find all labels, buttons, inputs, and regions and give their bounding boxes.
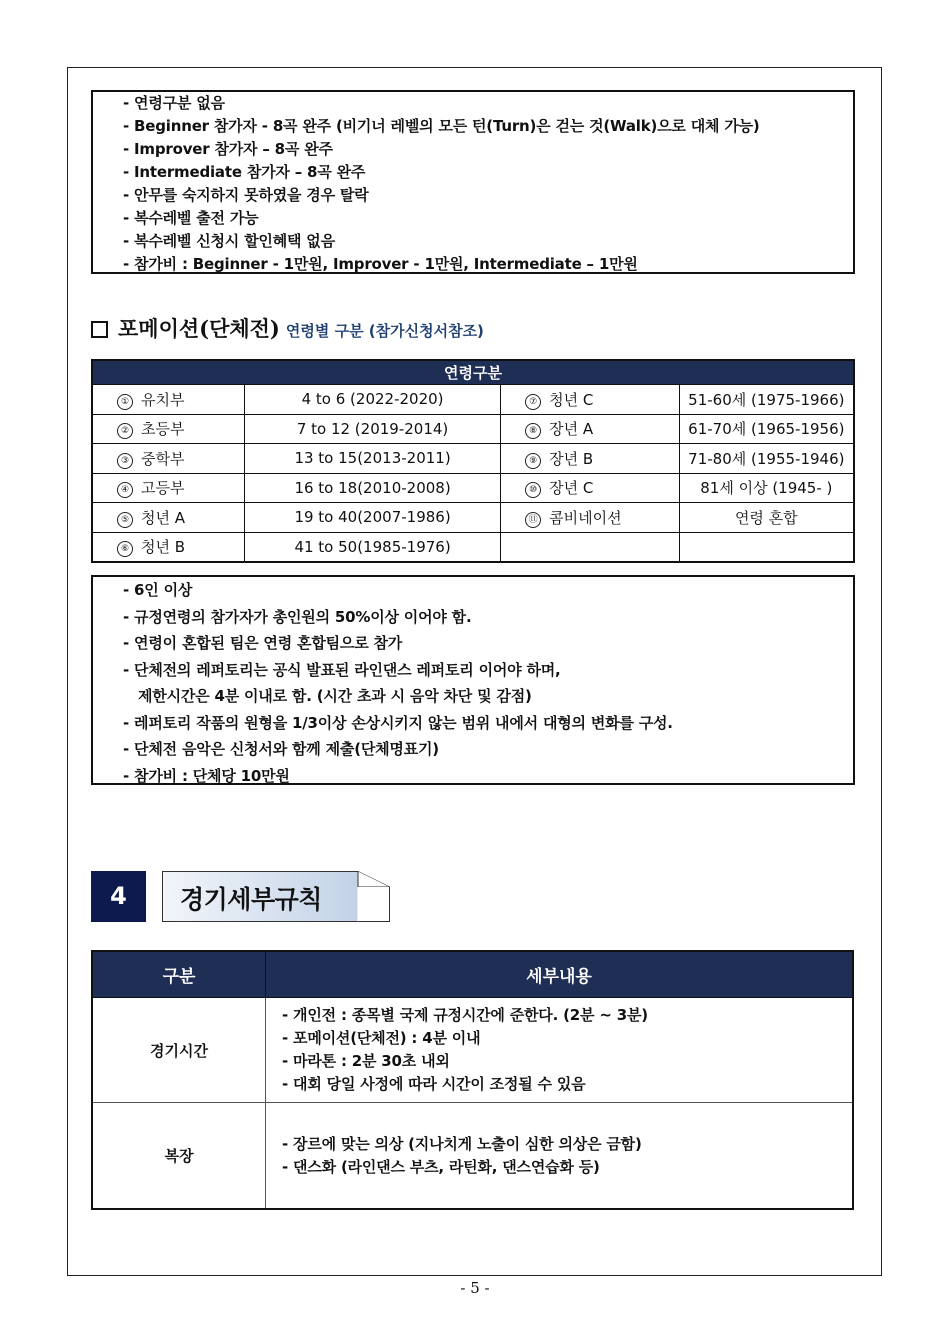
dress-label: 복장 xyxy=(92,1103,266,1210)
category-label: 청년 B xyxy=(141,538,186,557)
number-badge: ⑤ xyxy=(117,512,133,528)
rule-item: - 6인 이상 xyxy=(123,581,193,599)
range-cell: 19 to 40(2007-1986) xyxy=(244,503,500,533)
individual-rules-box xyxy=(91,90,855,274)
competition-rules-table xyxy=(91,950,854,1210)
rule-item: - 연령이 혼합된 팀은 연령 혼합팀으로 참가 xyxy=(123,634,403,652)
rule-item: - 단체전의 레퍼토리는 공식 발표된 라인댄스 레퍼토리 이어야 하며, xyxy=(123,660,561,679)
number-badge: ⑦ xyxy=(525,394,541,410)
category-label: 유치부 xyxy=(141,390,185,409)
category-label: 청년 A xyxy=(141,508,186,527)
list-item: - 개인전 : 종목별 국제 규정시간에 준한다. (2분 ~ 3분) xyxy=(282,1006,648,1024)
category-label: 장년 B xyxy=(549,449,594,468)
list-item: - 댄스화 (라인댄스 부츠, 라틴화, 댄스연습화 등) xyxy=(282,1157,600,1176)
range-cell: 61-70세 (1965-1956) xyxy=(679,414,854,444)
section-title-box xyxy=(162,871,390,922)
list-item: - 대회 당일 사정에 따라 시간이 조정될 수 있음 xyxy=(282,1075,586,1093)
rule-item: - 연령구분 없음 xyxy=(123,94,225,112)
rule-item: - 레퍼토리 작품의 원형을 1/3이상 손상시키지 않는 범위 내에서 대형의 변화를 구성. xyxy=(123,713,673,732)
category-label: 청년 C xyxy=(549,390,594,409)
checkbox-square-icon xyxy=(91,321,108,338)
number-badge: ⑧ xyxy=(525,423,541,439)
empty-cell xyxy=(501,532,680,562)
header-category: 구분 xyxy=(92,951,266,998)
range-cell: 7 to 12 (2019-2014) xyxy=(244,414,500,444)
rule-item: - 안무를 숙지하지 못하였을 경우 탈락 xyxy=(123,186,369,204)
range-cell: 4 to 6 (2022-2020) xyxy=(244,385,500,415)
rule-item: - Improver 참가자 – 8곡 완주 xyxy=(123,140,333,158)
range-cell: 51-60세 (1975-1966) xyxy=(679,385,854,415)
rule-item: 제한시간은 4분 이내로 함. (시간 초과 시 음악 차단 및 감점) xyxy=(138,687,532,705)
rule-item: - 참가비 : Beginner - 1만원, Improver - 1만원, Intermediate – 1만원 xyxy=(123,255,638,273)
table-row xyxy=(92,998,853,1103)
age-table-header: 연령구분 xyxy=(92,360,854,385)
category-cell xyxy=(92,444,244,474)
table-row xyxy=(92,414,854,444)
table-row xyxy=(92,473,854,503)
category-cell xyxy=(92,503,244,533)
table-row xyxy=(92,503,854,533)
list-item: - 포메이션(단체전) : 4분 이내 xyxy=(282,1029,481,1047)
range-cell: 71-80세 (1955-1946) xyxy=(679,444,854,474)
number-badge: ⑩ xyxy=(525,482,541,498)
rule-item: - 복수레벨 출전 가능 xyxy=(123,209,259,227)
range-cell: 81세 이상 (1945- ) xyxy=(679,473,854,503)
page-number: - 5 - xyxy=(460,1279,490,1297)
number-badge: ⑨ xyxy=(525,453,541,469)
formation-subtitle: 연령별 구분 (참가신청서참조) xyxy=(285,322,484,340)
time-label: 경기시간 xyxy=(92,998,266,1103)
number-badge: ⑥ xyxy=(117,541,133,557)
number-badge: ② xyxy=(117,423,133,439)
category-cell xyxy=(501,444,680,474)
rule-item: - 규정연령의 참가자가 총인원의 50%이상 이어야 함. xyxy=(123,607,472,626)
category-label: 장년 A xyxy=(549,420,594,439)
rule-item: - Intermediate 참가자 – 8곡 완주 xyxy=(123,163,366,181)
age-category-table xyxy=(91,359,855,563)
header-details: 세부내용 xyxy=(266,951,854,998)
category-cell xyxy=(92,414,244,444)
category-label: 고등부 xyxy=(141,479,185,498)
category-label: 콤비네이션 xyxy=(549,508,622,527)
range-cell: 13 to 15(2013-2011) xyxy=(244,444,500,474)
number-badge: ④ xyxy=(117,482,133,498)
list-item: - 장르에 맞는 의상 (지나치게 노출이 심한 의상은 금함) xyxy=(282,1134,642,1153)
rule-item: - 참가비 : 단체당 10만원 xyxy=(123,766,290,785)
category-cell xyxy=(501,473,680,503)
category-label: 초등부 xyxy=(141,420,185,439)
table-row xyxy=(92,385,854,415)
number-badge: ⑪ xyxy=(525,512,541,528)
rule-item: - 복수레벨 신청시 할인혜택 없음 xyxy=(123,232,335,250)
rule-item: - Beginner 참가자 - 8곡 완주 (비기너 레벨의 모든 턴(Turn)은 걷는 것(Walk)으로 대체 가능) xyxy=(123,117,760,135)
category-label: 장년 C xyxy=(549,479,594,498)
formation-title: 포메이션(단체전) xyxy=(118,316,280,341)
range-cell: 16 to 18(2010-2008) xyxy=(244,473,500,503)
category-cell xyxy=(501,414,680,444)
range-cell: 연령 혼합 xyxy=(679,503,854,533)
list-item: - 마라톤 : 2분 30초 내외 xyxy=(282,1052,450,1070)
range-cell: 41 to 50(1985-1976) xyxy=(244,532,500,562)
table-row xyxy=(92,532,854,562)
category-cell xyxy=(92,473,244,503)
number-badge: ③ xyxy=(117,453,133,469)
category-label: 중학부 xyxy=(141,449,185,468)
empty-cell xyxy=(679,532,854,562)
category-cell xyxy=(501,503,680,533)
rule-item: - 단체전 음악은 신청서와 함께 제출(단체명표기) xyxy=(123,740,439,758)
number-badge: ① xyxy=(117,394,133,410)
section-number-badge: 4 xyxy=(91,871,146,922)
formation-heading xyxy=(91,313,484,343)
category-cell xyxy=(501,385,680,415)
time-content xyxy=(266,998,854,1103)
table-row xyxy=(92,444,854,474)
category-cell xyxy=(92,532,244,562)
table-row xyxy=(92,1103,853,1210)
formation-rules-box xyxy=(91,575,855,785)
category-cell xyxy=(92,385,244,415)
dress-content xyxy=(266,1103,854,1210)
section-title: 경기세부규칙 xyxy=(180,885,322,914)
